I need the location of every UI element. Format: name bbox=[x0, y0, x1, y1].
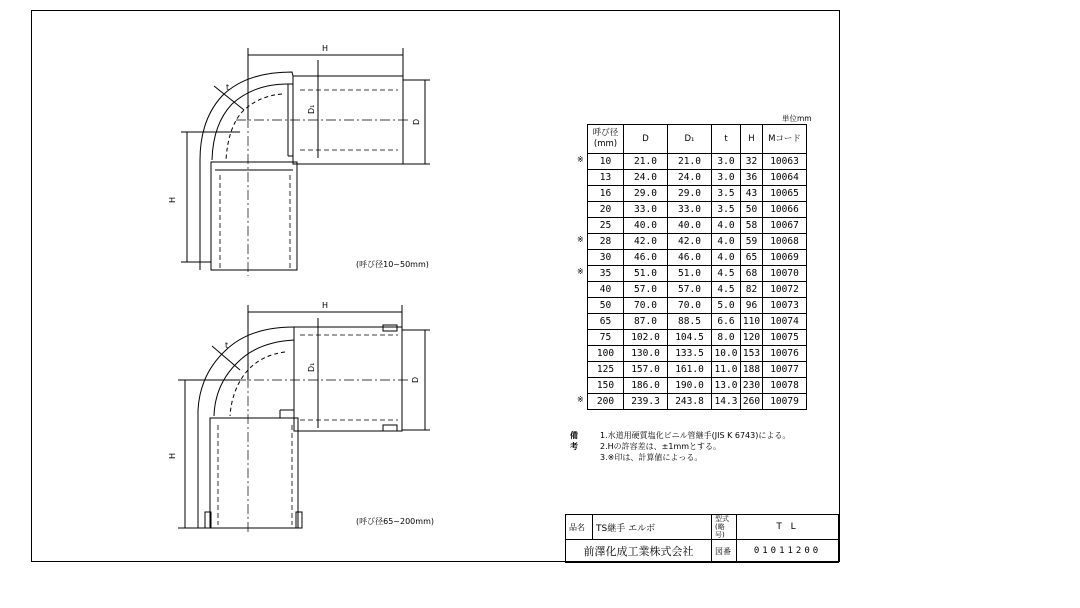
header-size: 呼び径 (mm) bbox=[588, 125, 624, 154]
table-cell-dt: 33.0 bbox=[668, 202, 712, 218]
dim-h-top-small: H bbox=[322, 44, 329, 53]
table-cell-h: 82 bbox=[741, 282, 763, 298]
table-cell-code: 10072 bbox=[763, 282, 807, 298]
table-cell-code: 10079 bbox=[763, 394, 807, 410]
table-cell-d: 51.0 bbox=[624, 266, 668, 282]
table-cell-code: 10066 bbox=[763, 202, 807, 218]
table-cell-h: 68 bbox=[741, 266, 763, 282]
table-cell-dt: 57.0 bbox=[668, 282, 712, 298]
table-cell-t: 8.0 bbox=[712, 330, 741, 346]
table-cell-t: 3.0 bbox=[712, 154, 741, 170]
table-cell-t: 3.0 bbox=[712, 170, 741, 186]
table-cell-d: 40.0 bbox=[624, 218, 668, 234]
table-row bbox=[588, 394, 807, 410]
table-cell-size: 125 bbox=[588, 362, 624, 378]
dim-d-large: D bbox=[411, 376, 420, 383]
drawing-no-label: 図番 bbox=[712, 540, 737, 563]
table-cell-code: 10069 bbox=[763, 250, 807, 266]
table-cell-size: 20 bbox=[588, 202, 624, 218]
title-block bbox=[565, 514, 839, 563]
company-name: 前澤化成工業株式会社 bbox=[566, 540, 712, 563]
table-cell-h: 230 bbox=[741, 378, 763, 394]
table-cell-h: 43 bbox=[741, 186, 763, 202]
product-name: TS継手 エルボ bbox=[593, 515, 712, 540]
table-cell-h: 260 bbox=[741, 394, 763, 410]
table-cell-h: 120 bbox=[741, 330, 763, 346]
header-h: H bbox=[741, 125, 763, 154]
table-cell-size: 25 bbox=[588, 218, 624, 234]
table-row bbox=[588, 266, 807, 282]
table-cell-code: 10064 bbox=[763, 170, 807, 186]
table-cell-size: 50 bbox=[588, 298, 624, 314]
table-cell-t: 4.5 bbox=[712, 266, 741, 282]
header-code: Mコード bbox=[763, 125, 807, 154]
table-cell-d: 29.0 bbox=[624, 186, 668, 202]
table-cell-code: 10068 bbox=[763, 234, 807, 250]
remark-item: 1.水道用硬質塩化ビニル管継手(JIS K 6743)による。 bbox=[600, 431, 791, 440]
drawing-number: 01011200 bbox=[737, 540, 839, 563]
table-row bbox=[588, 314, 807, 330]
table-cell-t: 14.3 bbox=[712, 394, 741, 410]
caption-small-sizes: (呼び径10~50mm) bbox=[356, 260, 429, 269]
table-cell-t: 4.0 bbox=[712, 234, 741, 250]
table-cell-dt: 24.0 bbox=[668, 170, 712, 186]
table-cell-dt: 40.0 bbox=[668, 218, 712, 234]
table-row bbox=[588, 330, 807, 346]
table-cell-h: 96 bbox=[741, 298, 763, 314]
table-cell-code: 10076 bbox=[763, 346, 807, 362]
table-cell-t: 3.5 bbox=[712, 186, 741, 202]
header-d: D bbox=[624, 125, 668, 154]
table-cell-h: 65 bbox=[741, 250, 763, 266]
table-cell-code: 10073 bbox=[763, 298, 807, 314]
table-cell-d: 157.0 bbox=[624, 362, 668, 378]
table-row bbox=[588, 234, 807, 250]
table-row bbox=[588, 170, 807, 186]
table-cell-t: 4.5 bbox=[712, 282, 741, 298]
model-code: T L bbox=[737, 515, 839, 540]
table-cell-t: 11.0 bbox=[712, 362, 741, 378]
elbow-small-drawing bbox=[181, 48, 430, 276]
header-dt: D₁ bbox=[668, 125, 712, 154]
table-cell-dt: 29.0 bbox=[668, 186, 712, 202]
table-cell-dt: 104.5 bbox=[668, 330, 712, 346]
table-cell-t: 4.0 bbox=[712, 250, 741, 266]
table-cell-h: 188 bbox=[741, 362, 763, 378]
dim-dt-small: D₁ bbox=[307, 104, 316, 114]
table-cell-code: 10075 bbox=[763, 330, 807, 346]
table-cell-dt: 88.5 bbox=[668, 314, 712, 330]
table-cell-dt: 51.0 bbox=[668, 266, 712, 282]
table-cell-d: 70.0 bbox=[624, 298, 668, 314]
table-cell-d: 33.0 bbox=[624, 202, 668, 218]
table-row bbox=[588, 202, 807, 218]
table-cell-t: 10.0 bbox=[712, 346, 741, 362]
table-cell-d: 130.0 bbox=[624, 346, 668, 362]
table-row bbox=[588, 154, 807, 170]
table-cell-size: 150 bbox=[588, 378, 624, 394]
table-cell-size: 10 bbox=[588, 154, 624, 170]
table-cell-dt: 46.0 bbox=[668, 250, 712, 266]
table-cell-size: 28 bbox=[588, 234, 624, 250]
table-cell-dt: 161.0 bbox=[668, 362, 712, 378]
table-cell-dt: 190.0 bbox=[668, 378, 712, 394]
table-cell-size: 100 bbox=[588, 346, 624, 362]
dim-d-small: D bbox=[412, 118, 421, 125]
product-name-label: 品名 bbox=[566, 515, 593, 540]
table-cell-dt: 42.0 bbox=[668, 234, 712, 250]
table-cell-dt: 243.8 bbox=[668, 394, 712, 410]
table-row bbox=[588, 218, 807, 234]
table-cell-code: 10074 bbox=[763, 314, 807, 330]
table-row bbox=[588, 282, 807, 298]
caption-large-sizes: (呼び径65~200mm) bbox=[356, 517, 434, 526]
table-cell-size: 40 bbox=[588, 282, 624, 298]
table-cell-d: 239.3 bbox=[624, 394, 668, 410]
table-cell-size: 30 bbox=[588, 250, 624, 266]
table-cell-size: 16 bbox=[588, 186, 624, 202]
table-cell-d: 87.0 bbox=[624, 314, 668, 330]
table-cell-h: 59 bbox=[741, 234, 763, 250]
table-cell-d: 24.0 bbox=[624, 170, 668, 186]
table-cell-t: 13.0 bbox=[712, 378, 741, 394]
model-label: 型式 (略号) bbox=[712, 515, 737, 540]
dim-t-small: t bbox=[226, 83, 230, 92]
dim-h-left-small: H bbox=[168, 196, 177, 203]
table-cell-size: 75 bbox=[588, 330, 624, 346]
remarks-label: 備考 bbox=[570, 431, 578, 451]
calculated-mark: ※ bbox=[577, 155, 584, 164]
table-row bbox=[588, 346, 807, 362]
table-cell-code: 10077 bbox=[763, 362, 807, 378]
table-row bbox=[588, 186, 807, 202]
table-cell-dt: 21.0 bbox=[668, 154, 712, 170]
table-row bbox=[588, 362, 807, 378]
table-cell-t: 5.0 bbox=[712, 298, 741, 314]
dim-h-left-large: H bbox=[168, 452, 177, 459]
table-row bbox=[588, 298, 807, 314]
remark-item: 2.Hの許容差は、±1mmとする。 bbox=[600, 442, 722, 451]
table-cell-h: 58 bbox=[741, 218, 763, 234]
table-cell-dt: 70.0 bbox=[668, 298, 712, 314]
table-cell-size: 35 bbox=[588, 266, 624, 282]
table-cell-h: 36 bbox=[741, 170, 763, 186]
table-cell-dt: 133.5 bbox=[668, 346, 712, 362]
table-cell-code: 10063 bbox=[763, 154, 807, 170]
calculated-mark: ※ bbox=[577, 267, 584, 276]
header-t: t bbox=[712, 125, 741, 154]
table-row bbox=[588, 250, 807, 266]
spec-header-row bbox=[588, 125, 807, 154]
table-cell-d: 186.0 bbox=[624, 378, 668, 394]
table-cell-size: 200 bbox=[588, 394, 624, 410]
dim-t-large: t bbox=[225, 341, 229, 350]
calculated-mark: ※ bbox=[577, 395, 584, 404]
calculated-mark: ※ bbox=[577, 235, 584, 244]
spec-table bbox=[587, 124, 807, 410]
table-cell-h: 153 bbox=[741, 346, 763, 362]
table-cell-size: 65 bbox=[588, 314, 624, 330]
table-cell-t: 3.5 bbox=[712, 202, 741, 218]
elbow-large-drawing bbox=[178, 305, 430, 535]
table-cell-t: 4.0 bbox=[712, 218, 741, 234]
table-cell-d: 102.0 bbox=[624, 330, 668, 346]
table-cell-h: 110 bbox=[741, 314, 763, 330]
table-cell-d: 42.0 bbox=[624, 234, 668, 250]
table-cell-code: 10067 bbox=[763, 218, 807, 234]
table-cell-code: 10070 bbox=[763, 266, 807, 282]
table-cell-d: 57.0 bbox=[624, 282, 668, 298]
unit-label: 単位mm bbox=[782, 114, 812, 123]
table-cell-size: 13 bbox=[588, 170, 624, 186]
table-cell-h: 50 bbox=[741, 202, 763, 218]
table-cell-d: 21.0 bbox=[624, 154, 668, 170]
table-cell-d: 46.0 bbox=[624, 250, 668, 266]
remark-item: 3.※印は、計算値によっる。 bbox=[600, 453, 703, 462]
dim-h-top-large: H bbox=[322, 301, 329, 310]
table-cell-code: 10078 bbox=[763, 378, 807, 394]
table-cell-h: 32 bbox=[741, 154, 763, 170]
table-cell-t: 6.6 bbox=[712, 314, 741, 330]
table-cell-code: 10065 bbox=[763, 186, 807, 202]
dim-dt-large: D₁ bbox=[307, 362, 316, 372]
table-row bbox=[588, 378, 807, 394]
